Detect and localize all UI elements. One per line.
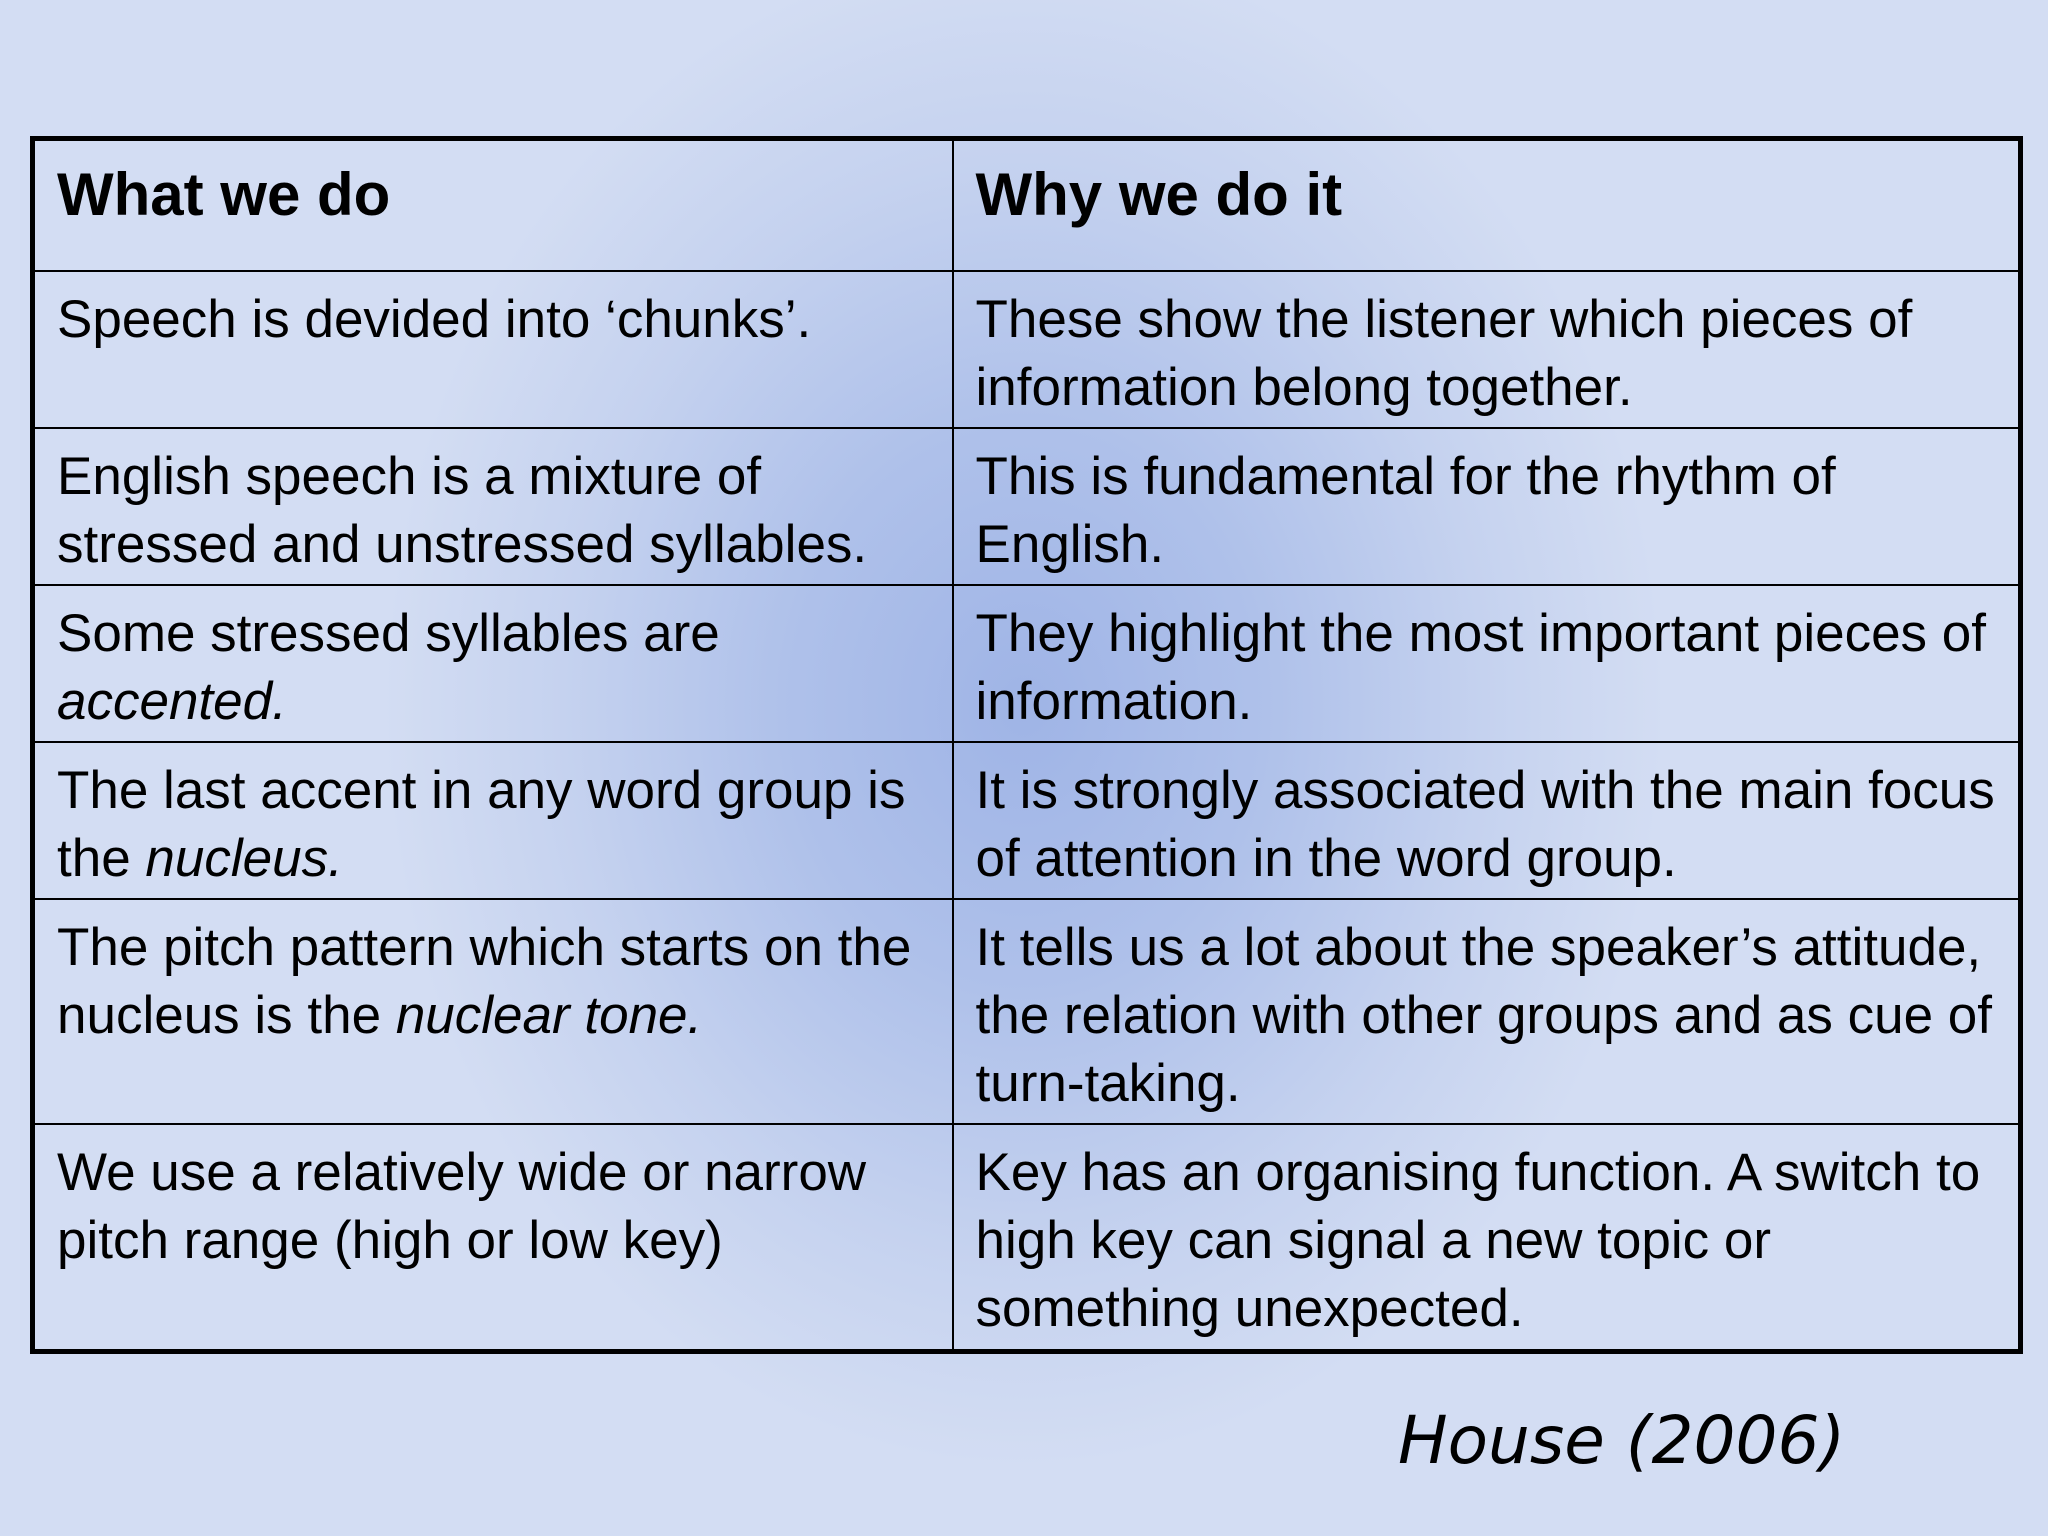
table-row (33, 742, 2021, 899)
why-cell: Key has an organising function. A switch to high key can signal a new topic or something unexpected. (953, 1124, 2021, 1352)
header-why-we-do-it: Why we do it (953, 139, 2021, 271)
what-text: Some stressed syllables are (57, 603, 720, 663)
what-text: The last accent in any word group is the (57, 760, 906, 888)
what-cell (33, 742, 953, 899)
what-cell (33, 428, 953, 585)
table-row (33, 899, 2021, 1124)
what-text-italic: nucleus. (145, 828, 343, 888)
why-cell: These show the listener which pieces of information belong together. (953, 271, 2021, 428)
what-cell (33, 271, 953, 428)
what-text: The pitch pattern which starts on the nucleus is the (57, 917, 912, 1045)
why-cell: It is strongly associated with the main focus of attention in the word group. (953, 742, 2021, 899)
table-row (33, 585, 2021, 742)
what-text: Speech is devided into ‘chunks’. (57, 289, 812, 349)
table-row (33, 428, 2021, 585)
what-text-italic: accented. (57, 671, 287, 731)
header-row (33, 139, 2021, 271)
what-text-italic: nuclear tone. (395, 985, 703, 1045)
what-cell (33, 585, 953, 742)
table-row (33, 1124, 2021, 1352)
what-cell (33, 1124, 953, 1352)
why-cell: This is fundamental for the rhythm of English. (953, 428, 2021, 585)
citation: House (2006) (1398, 1402, 1846, 1479)
what-text: We use a relatively wide or narrow pitch range (high or low key) (57, 1142, 867, 1270)
table-row (33, 271, 2021, 428)
what-cell (33, 899, 953, 1124)
why-cell: They highlight the most important pieces of information. (953, 585, 2021, 742)
why-cell: It tells us a lot about the speaker’s attitude, the relation with other groups and as cue of turn-taking. (953, 899, 2021, 1124)
content-table (30, 136, 2023, 1354)
what-text: English speech is a mixture of stressed and unstressed syllables. (57, 446, 868, 574)
header-what-we-do: What we do (33, 139, 953, 271)
